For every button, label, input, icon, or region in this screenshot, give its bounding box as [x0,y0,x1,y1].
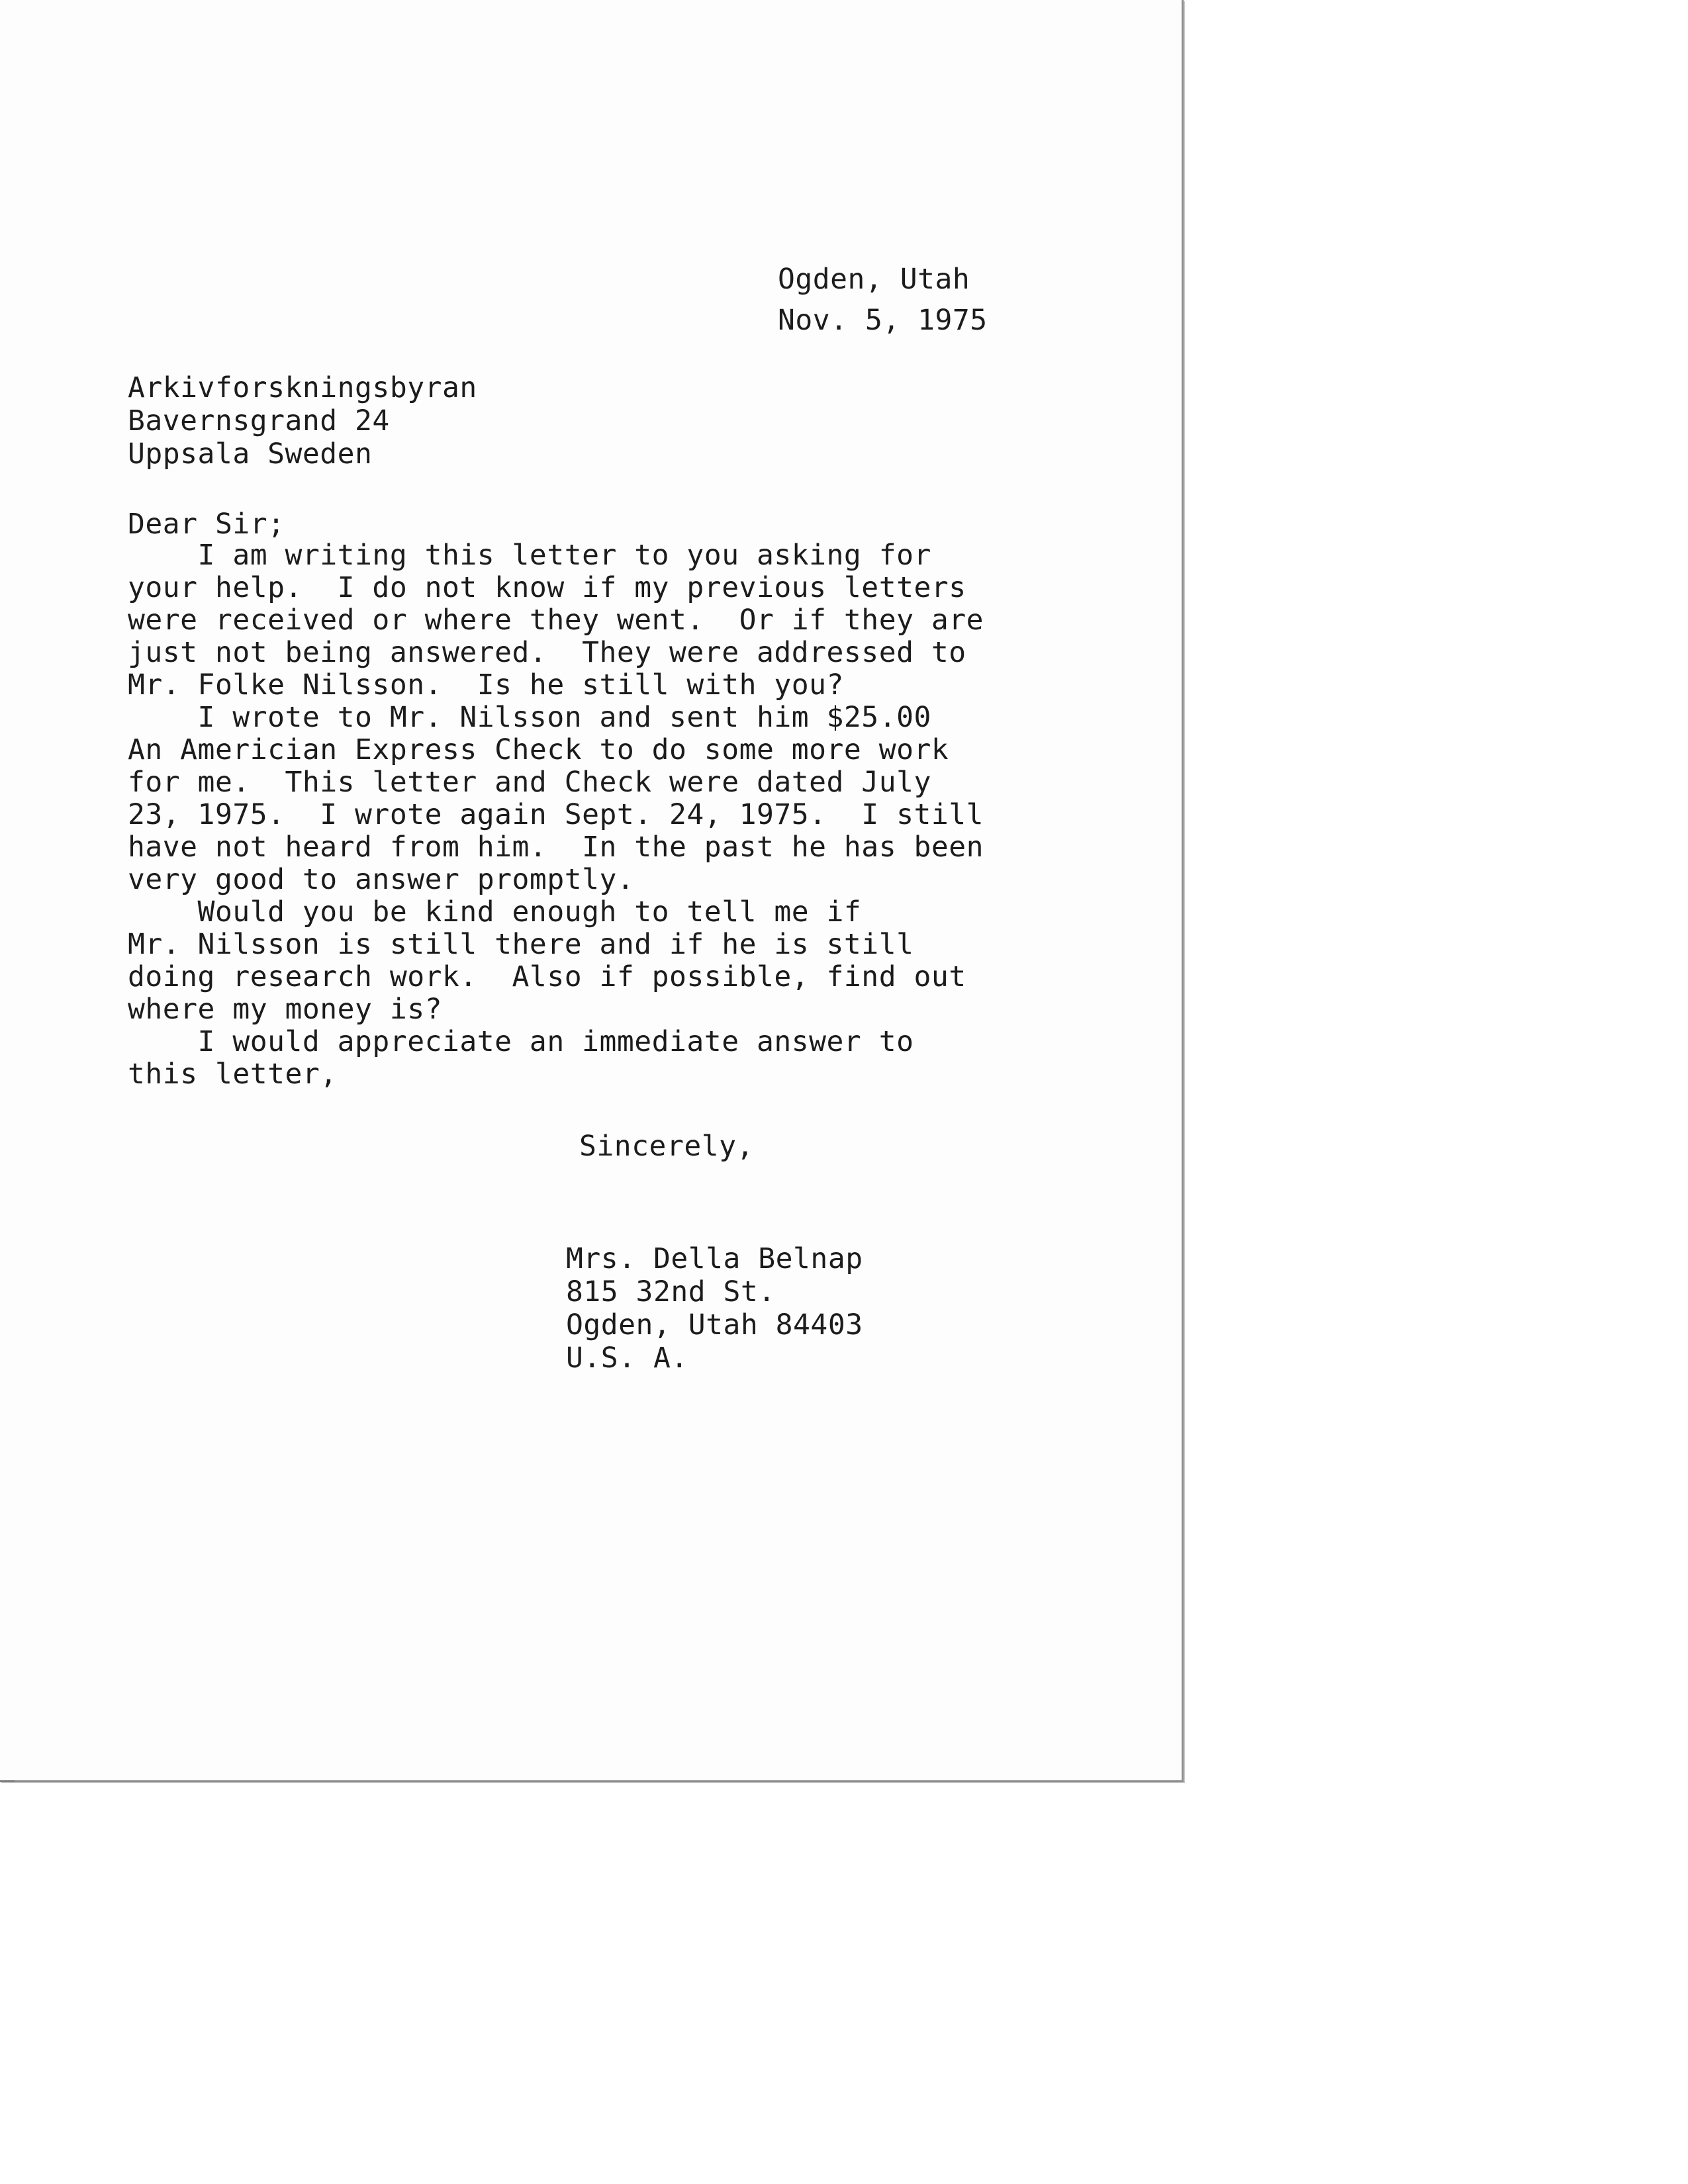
body-line: 23, 1975. I wrote again Sept. 24, 1975. I still [128,798,984,831]
body-line: Would you be kind enough to tell me if [128,895,862,929]
scan-background [0,1783,1688,2184]
body-line: very good to answer promptly. [128,863,635,896]
dateline-date: Nov. 5, 1975 [778,304,988,337]
body-line: were received or where they went. Or if they are [128,604,984,637]
signature-line: U.S. A. [566,1342,688,1375]
body-line: where my money is? [128,993,442,1026]
body-line: I am writing this letter to you asking for [128,539,931,572]
recipient-line: Bavernsgrand 24 [128,404,390,437]
recipient-line: Arkivforskningsbyran [128,371,477,404]
body-line: Mr. Nilsson is still there and if he is still [128,928,914,961]
salutation: Dear Sir; [128,508,285,541]
body-line: this letter, [128,1058,338,1091]
recipient-line: Uppsala Sweden [128,437,373,471]
body-line: have not heard from him. In the past he has been [128,831,984,864]
body-line: Mr. Folke Nilsson. Is he still with you? [128,668,844,702]
closing: Sincerely, [579,1130,754,1163]
body-line: doing research work. Also if possible, find out [128,960,966,993]
body-line: I wrote to Mr. Nilsson and sent him $25.00 [128,701,931,734]
body-line: An Americian Express Check to do some more work [128,733,949,766]
body-line: I would appreciate an immediate answer to [128,1025,914,1058]
signature-line: 815 32nd St. [566,1275,776,1308]
dateline-place: Ogden, Utah [778,263,970,296]
signature-line: Mrs. Della Belnap [566,1242,863,1275]
body-line: for me. This letter and Check were dated July [128,766,931,799]
body-line: your help. I do not know if my previous letters [128,571,966,604]
signature-line: Ogden, Utah 84403 [566,1308,863,1342]
body-line: just not being answered. They were addressed to [128,636,966,669]
